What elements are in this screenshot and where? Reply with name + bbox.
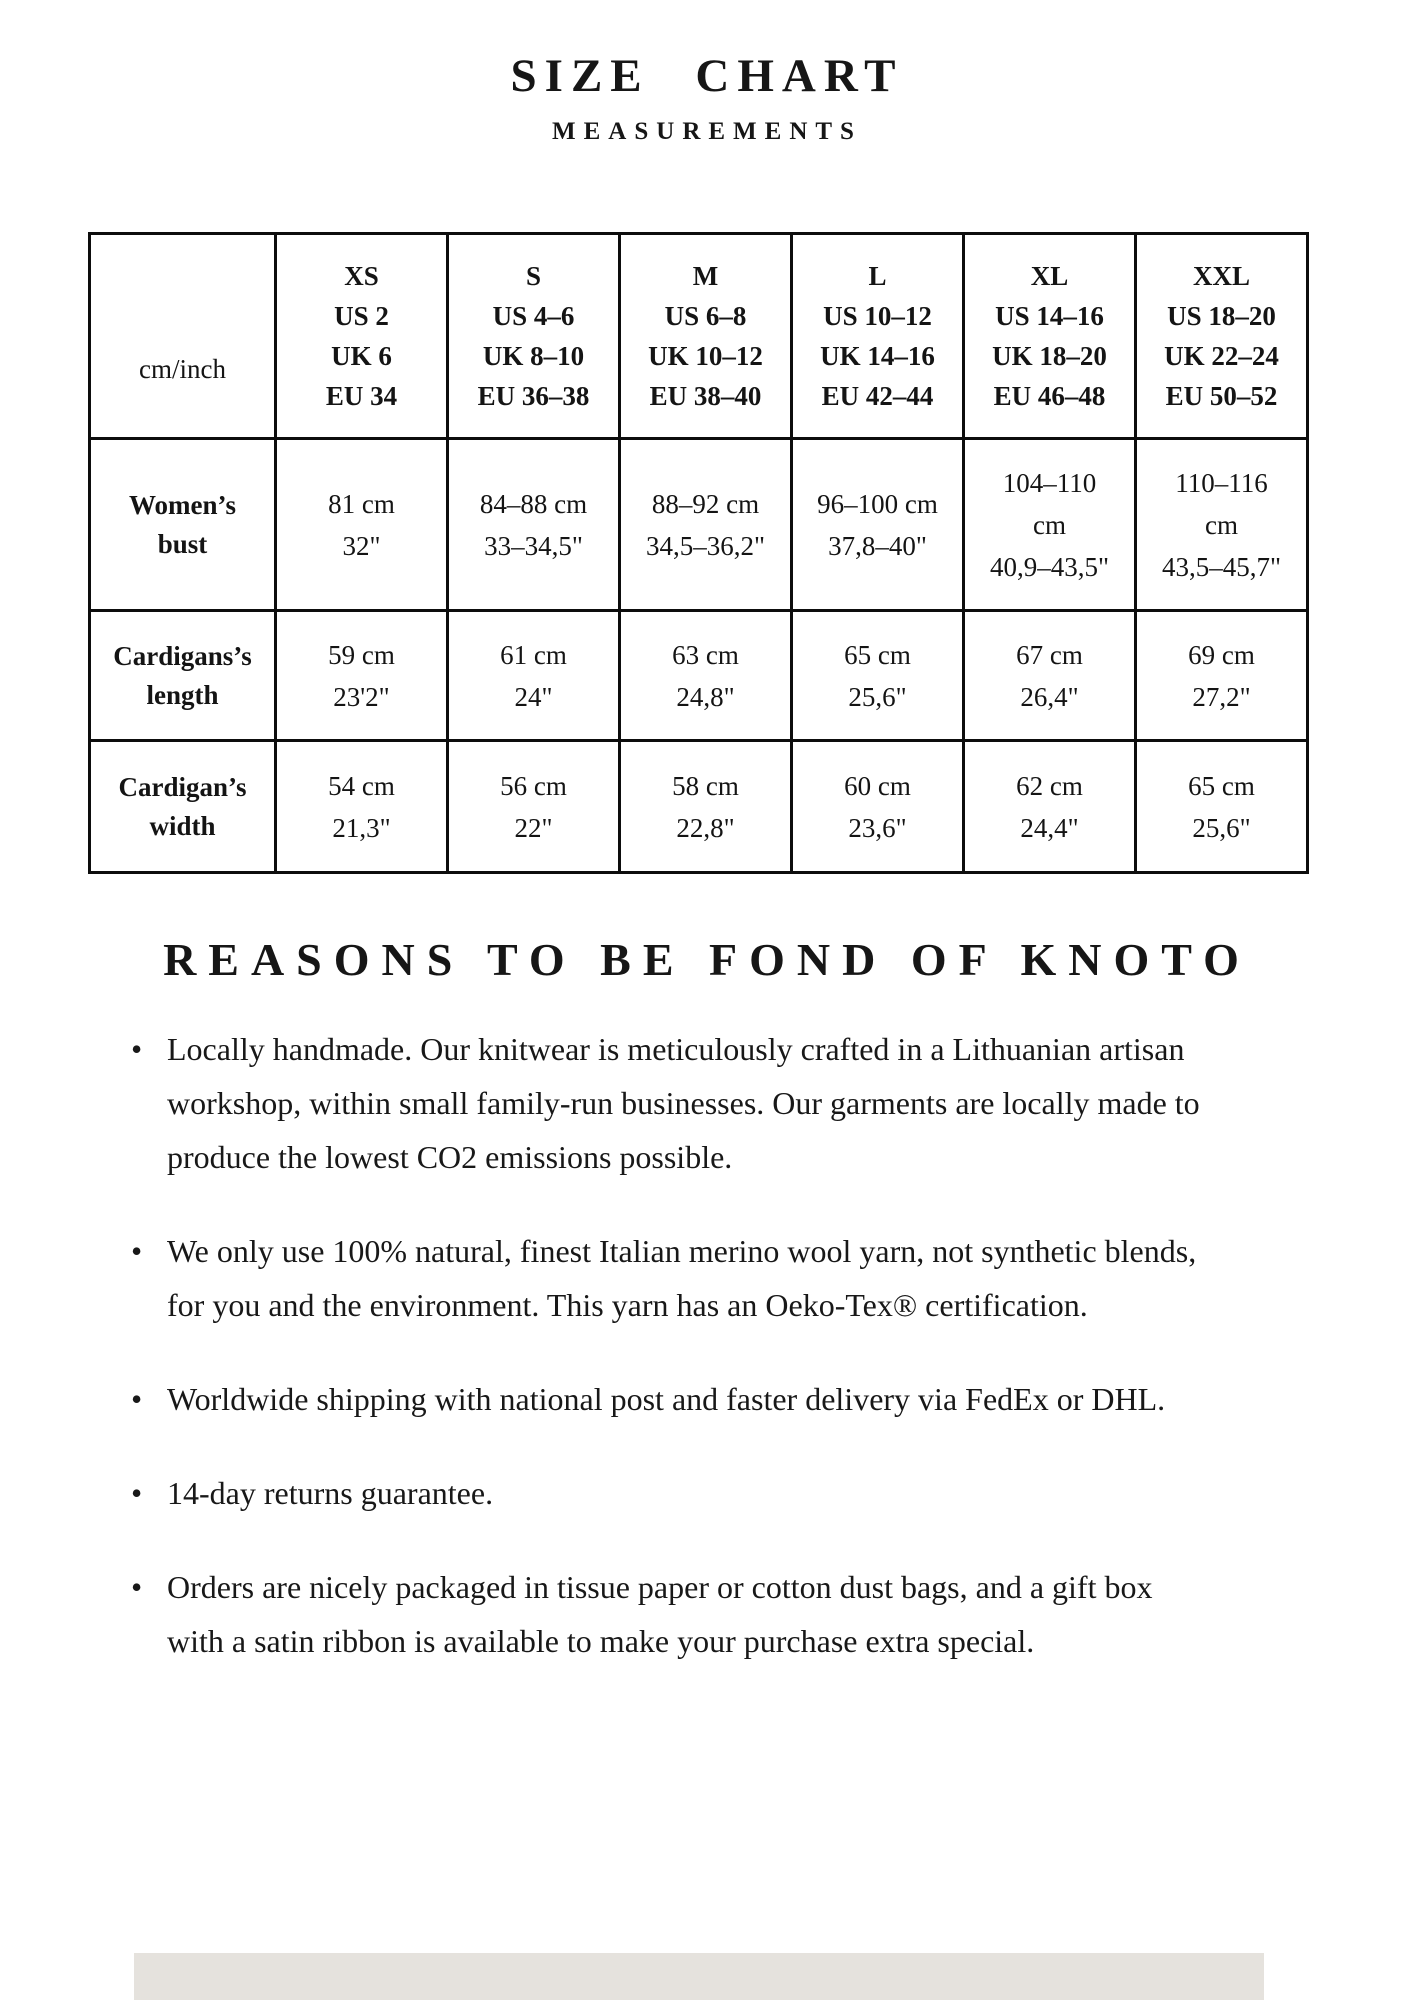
measurement-cell bbox=[448, 741, 620, 873]
uk-size-label: UK 6 bbox=[331, 341, 392, 371]
measurement-line: 26,4" bbox=[1020, 681, 1079, 712]
measurement-line: 104–110 bbox=[1002, 467, 1097, 498]
measurement-line: 27,2" bbox=[1192, 681, 1251, 712]
measurement-line: 65 cm bbox=[844, 639, 911, 670]
measurement-cell bbox=[964, 439, 1136, 611]
size-chart-table bbox=[88, 232, 1309, 874]
us-size-label: US 4–6 bbox=[492, 301, 575, 331]
measurement-line: 43,5–45,7" bbox=[1161, 551, 1282, 582]
measurement-line: 96–100 cm bbox=[817, 488, 938, 519]
measurement-line: 25,6" bbox=[1192, 812, 1251, 843]
measurement-cell bbox=[620, 439, 792, 611]
size-label: M bbox=[692, 261, 719, 291]
row-label bbox=[90, 611, 276, 741]
uk-size-label: UK 22–24 bbox=[1164, 341, 1279, 371]
uk-size-label: UK 14–16 bbox=[820, 341, 935, 371]
measurement-line: 63 cm bbox=[672, 639, 739, 670]
measurement-line: 24,8" bbox=[676, 681, 735, 712]
row-label-line: length bbox=[146, 679, 219, 710]
measurement-line: 32" bbox=[342, 530, 381, 561]
row-label-line: Cardigans’s bbox=[113, 640, 252, 671]
measurement-line: 88–92 cm bbox=[651, 488, 760, 519]
row-label-line: Cardigan’s bbox=[118, 771, 247, 802]
measurement-line: 110–116 bbox=[1175, 467, 1268, 498]
measurement-cell bbox=[276, 611, 448, 741]
measurement-line: 69 cm bbox=[1188, 639, 1255, 670]
eu-size-label: EU 34 bbox=[325, 381, 398, 411]
measurement-line: cm bbox=[1033, 509, 1066, 540]
measurement-line: 54 cm bbox=[328, 770, 395, 801]
eu-size-label: EU 42–44 bbox=[821, 381, 934, 411]
measurement-line: 67 cm bbox=[1016, 639, 1083, 670]
measurement-line: 62 cm bbox=[1016, 770, 1083, 801]
size-column-header-xs bbox=[276, 234, 448, 439]
measurement-cell bbox=[792, 611, 964, 741]
measurement-line: 23,6" bbox=[848, 812, 907, 843]
size-table-header-row bbox=[90, 234, 1308, 439]
measurement-line: 23'2" bbox=[333, 681, 390, 712]
us-size-label: US 18–20 bbox=[1167, 301, 1276, 331]
reason-item: • Locally handmade. Our knitwear is meticulously crafted in a Lithuanian artisan workshop, within small family-run businesses. Our garments are locally made to produce the lowest CO2 emissions possible. bbox=[131, 1022, 1203, 1184]
measurement-cell bbox=[964, 741, 1136, 873]
size-column-header-xl bbox=[964, 234, 1136, 439]
measurement-cell bbox=[1136, 611, 1308, 741]
uk-size-label: UK 8–10 bbox=[482, 341, 585, 371]
measurement-cell bbox=[1136, 439, 1308, 611]
measurement-line: 24,4" bbox=[1020, 812, 1079, 843]
measurement-cell bbox=[276, 439, 448, 611]
reason-item: • Worldwide shipping with national post and faster delivery via FedEx or DHL. bbox=[131, 1372, 1203, 1426]
measurement-line: 33–34,5" bbox=[484, 530, 583, 561]
size-label: XL bbox=[1030, 261, 1069, 291]
size-label: XS bbox=[344, 261, 379, 291]
uk-size-label: UK 10–12 bbox=[648, 341, 763, 371]
measurement-line: 21,3" bbox=[332, 812, 391, 843]
size-column-header-xxl bbox=[1136, 234, 1308, 439]
measurement-line: 40,9–43,5" bbox=[989, 551, 1110, 582]
size-table-body bbox=[90, 439, 1308, 873]
eu-size-label: EU 46–48 bbox=[993, 381, 1106, 411]
measurement-line: 60 cm bbox=[844, 770, 911, 801]
measurement-line: 37,8–40" bbox=[828, 530, 927, 561]
row-label-line: width bbox=[149, 810, 216, 841]
measurement-line: 61 cm bbox=[500, 639, 567, 670]
measurement-cell bbox=[620, 611, 792, 741]
measurement-line: 84–88 cm bbox=[479, 488, 588, 519]
size-column-header-s bbox=[448, 234, 620, 439]
measurement-cell bbox=[448, 611, 620, 741]
row-label bbox=[90, 439, 276, 611]
measurement-line: 22" bbox=[514, 812, 553, 843]
table-row bbox=[90, 741, 1308, 873]
reasons-list bbox=[131, 1022, 1203, 1668]
us-size-label: US 2 bbox=[334, 301, 389, 331]
reason-item: • 14-day returns guarantee. bbox=[131, 1466, 1203, 1520]
us-size-label: US 14–16 bbox=[995, 301, 1104, 331]
measurement-line: 58 cm bbox=[672, 770, 739, 801]
measurement-line: 65 cm bbox=[1188, 770, 1255, 801]
measurement-cell bbox=[964, 611, 1136, 741]
measurement-line: 22,8" bbox=[676, 812, 735, 843]
row-label-line: Women’s bbox=[129, 489, 236, 520]
measurement-cell bbox=[1136, 741, 1308, 873]
eu-size-label: EU 38–40 bbox=[649, 381, 762, 411]
size-label: L bbox=[868, 261, 887, 291]
eu-size-label: EU 36–38 bbox=[477, 381, 590, 411]
footer-bar bbox=[134, 1953, 1264, 2000]
table-row bbox=[90, 611, 1308, 741]
table-row bbox=[90, 439, 1308, 611]
measurement-cell bbox=[448, 439, 620, 611]
us-size-label: US 6–8 bbox=[664, 301, 747, 331]
row-label-line: bust bbox=[157, 528, 208, 559]
eu-size-label: EU 50–52 bbox=[1165, 381, 1278, 411]
reason-item: • Orders are nicely packaged in tissue paper or cotton dust bags, and a gift box with a satin ribbon is available to make your purchase extra special. bbox=[131, 1560, 1203, 1668]
reason-item: • We only use 100% natural, finest Italian merino wool yarn, not synthetic blends, for you and the environment. This yarn has an Oeko-Tex® certification. bbox=[131, 1224, 1203, 1332]
measurement-cell bbox=[792, 741, 964, 873]
size-label: XXL bbox=[1192, 261, 1250, 291]
measurement-line: 25,6" bbox=[848, 681, 907, 712]
page-title: SIZE CHART bbox=[510, 50, 904, 102]
measurement-cell bbox=[276, 741, 448, 873]
uk-size-label: UK 18–20 bbox=[992, 341, 1107, 371]
measurement-cell bbox=[792, 439, 964, 611]
corner-unit-cell: cm/inch bbox=[90, 234, 276, 439]
size-label: S bbox=[525, 261, 542, 291]
size-column-header-l bbox=[792, 234, 964, 439]
measurement-line: 59 cm bbox=[328, 639, 395, 670]
measurement-line: 24" bbox=[514, 681, 553, 712]
reasons-heading: REASONS TO BE FOND OF KNOTO bbox=[163, 934, 1251, 985]
row-label bbox=[90, 741, 276, 873]
size-column-header-m bbox=[620, 234, 792, 439]
page-subtitle: MEASUREMENTS bbox=[552, 118, 862, 145]
measurement-line: 34,5–36,2" bbox=[645, 530, 766, 561]
measurement-line: cm bbox=[1205, 509, 1238, 540]
us-size-label: US 10–12 bbox=[823, 301, 932, 331]
measurement-line: 56 cm bbox=[500, 770, 567, 801]
measurement-cell bbox=[620, 741, 792, 873]
measurement-line: 81 cm bbox=[328, 488, 395, 519]
document-header bbox=[0, 0, 1414, 146]
